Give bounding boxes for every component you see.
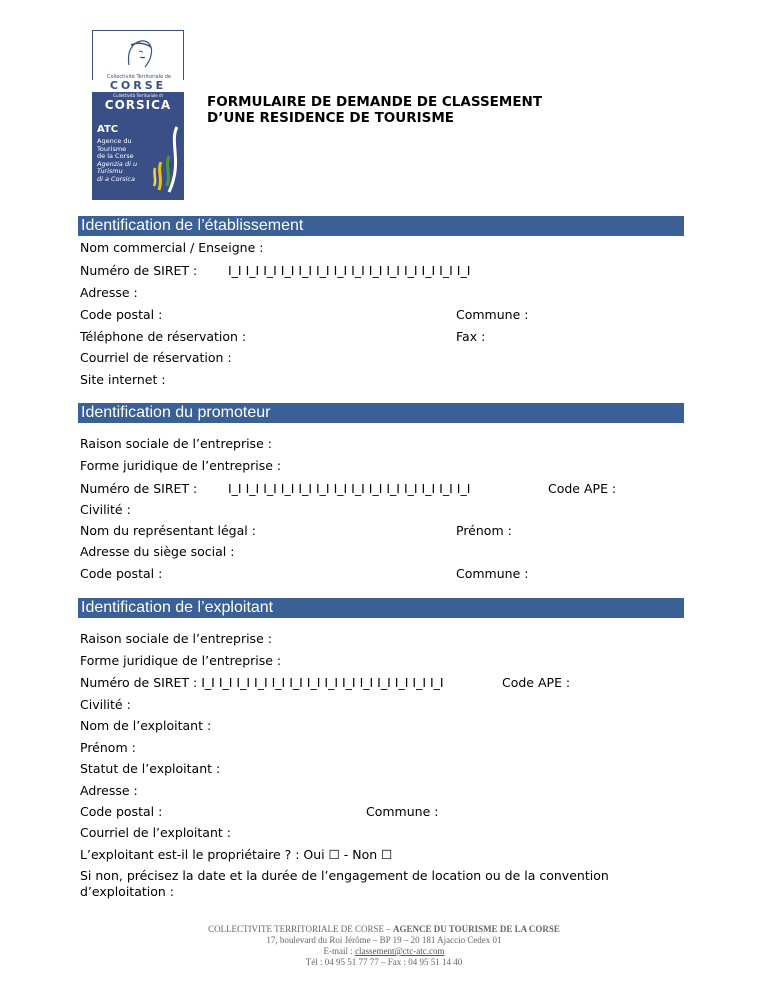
logo-atc: ATC bbox=[97, 124, 119, 135]
label-raison-sociale: Raison sociale de l’entreprise : bbox=[80, 436, 272, 451]
moor-head-icon bbox=[93, 31, 184, 75]
label-code-ape: Code APE : bbox=[548, 481, 617, 496]
siret-boxes[interactable]: I_I I_I I_I I_I I_I I_I I_I I_I I_I I_I I_I I_I I_I I_I bbox=[228, 263, 471, 278]
label-adresse-siege: Adresse du siège social : bbox=[80, 544, 235, 559]
label-siret: Numéro de SIRET : bbox=[80, 481, 198, 496]
siret-line[interactable]: Numéro de SIRET : I_I I_I I_I I_I I_I I_I I_I I_I I_I I_I I_I I_I I_I I_I bbox=[80, 675, 444, 690]
label-civilite: Civilité : bbox=[80, 697, 131, 712]
section-heading-exploitant: Identification de l’exploitant bbox=[78, 598, 684, 618]
footer-email-line bbox=[0, 946, 768, 957]
form-title bbox=[207, 94, 542, 126]
si-non-text: d’exploitation : bbox=[80, 884, 174, 899]
label-prenom: Prénom : bbox=[80, 740, 136, 755]
footer bbox=[0, 924, 768, 968]
siret-boxes[interactable]: I_I I_I I_I I_I I_I I_I I_I I_I I_I I_I I_I I_I I_I I_I bbox=[228, 481, 471, 496]
label-raison-sociale: Raison sociale de l’entreprise : bbox=[80, 631, 272, 646]
logo-agency-co-line: Agenzia di u bbox=[97, 159, 138, 168]
logo-agency-co-line: di a Corsica bbox=[97, 174, 135, 183]
label-adresse: Adresse : bbox=[80, 783, 138, 798]
si-non-text: Si non, précisez la date et la durée de l’engagement de location ou de la convention bbox=[80, 868, 609, 883]
label-nom-representant: Nom du représentant légal : bbox=[80, 523, 256, 538]
logo-sub: Cullettività Territuriale di bbox=[113, 93, 163, 98]
logo-corse: CORSE bbox=[92, 80, 184, 92]
atc-logo bbox=[92, 30, 184, 200]
label-commune: Commune : bbox=[456, 566, 529, 581]
section-heading-promoteur: Identification du promoteur bbox=[78, 403, 684, 423]
label-prenom: Prénom : bbox=[456, 523, 512, 538]
label-nom-commercial: Nom commercial / Enseigne : bbox=[80, 240, 264, 255]
footer-email-label: E-mail : bbox=[323, 946, 355, 956]
form-title-line: FORMULAIRE DE DEMANDE DE CLASSEMENT bbox=[207, 94, 543, 110]
label-code-postal: Code postal : bbox=[80, 307, 163, 322]
logo-agency-line: Tourisme bbox=[97, 144, 127, 153]
label-courriel: Courriel de réservation : bbox=[80, 350, 232, 365]
footer-atc: AGENCE DU TOURISME DE LA CORSE bbox=[392, 924, 560, 934]
logo-agency-co-line: Turismu bbox=[97, 167, 123, 175]
label-siret: Numéro de SIRET : bbox=[80, 263, 198, 278]
proprietaire-question[interactable]: L’exploitant est-il le propriétaire ? : Oui ☐ - Non ☐ bbox=[80, 847, 393, 862]
logo-agency-line: Agence du bbox=[97, 137, 132, 145]
logo-line1: Collectivité Territoriale de bbox=[106, 74, 171, 80]
label-code-postal: Code postal : bbox=[80, 566, 163, 581]
label-commune: Commune : bbox=[456, 307, 529, 322]
label-courriel-exploitant: Courriel de l’exploitant : bbox=[80, 825, 231, 840]
footer-address: 17, boulevard du Roi Jérôme – BP 19 – 20 181 Ajaccio Cedex 01 bbox=[266, 935, 502, 945]
form-title-line: D’UNE RESIDENCE DE TOURISME bbox=[207, 110, 455, 126]
label-code-postal: Code postal : bbox=[80, 804, 163, 819]
label-code-ape: Code APE : bbox=[502, 675, 571, 690]
label-telephone: Téléphone de réservation : bbox=[80, 329, 247, 344]
label-commune: Commune : bbox=[366, 804, 439, 819]
label-nom-exploitant: Nom de l’exploitant : bbox=[80, 718, 212, 733]
label-fax: Fax : bbox=[456, 329, 486, 344]
footer-email-link[interactable]: classement@ctc-atc.com bbox=[355, 946, 445, 956]
footer-line1 bbox=[0, 924, 768, 935]
label-forme-juridique: Forme juridique de l’entreprise : bbox=[80, 653, 282, 668]
section-heading-etablissement: Identification de l’établissement bbox=[78, 216, 684, 236]
label-statut: Statut de l’exploitant : bbox=[80, 761, 221, 776]
label-site-internet: Site internet : bbox=[80, 372, 166, 387]
logo-corsica: CORSICA bbox=[104, 98, 172, 112]
label-civilite: Civilité : bbox=[80, 502, 131, 517]
footer-phone: Tél : 04 95 51 77 77 – Fax : 04 95 51 14 40 bbox=[305, 957, 463, 967]
logo-agency-text bbox=[97, 138, 137, 183]
label-adresse: Adresse : bbox=[80, 285, 138, 300]
footer-ctc: COLLECTIVITE TERRITORIALE DE CORSE – bbox=[208, 924, 393, 934]
label-forme-juridique: Forme juridique de l’entreprise : bbox=[80, 458, 282, 473]
flame-swirls-icon bbox=[147, 122, 184, 200]
logo-agency-line: de la Corse bbox=[97, 152, 134, 160]
